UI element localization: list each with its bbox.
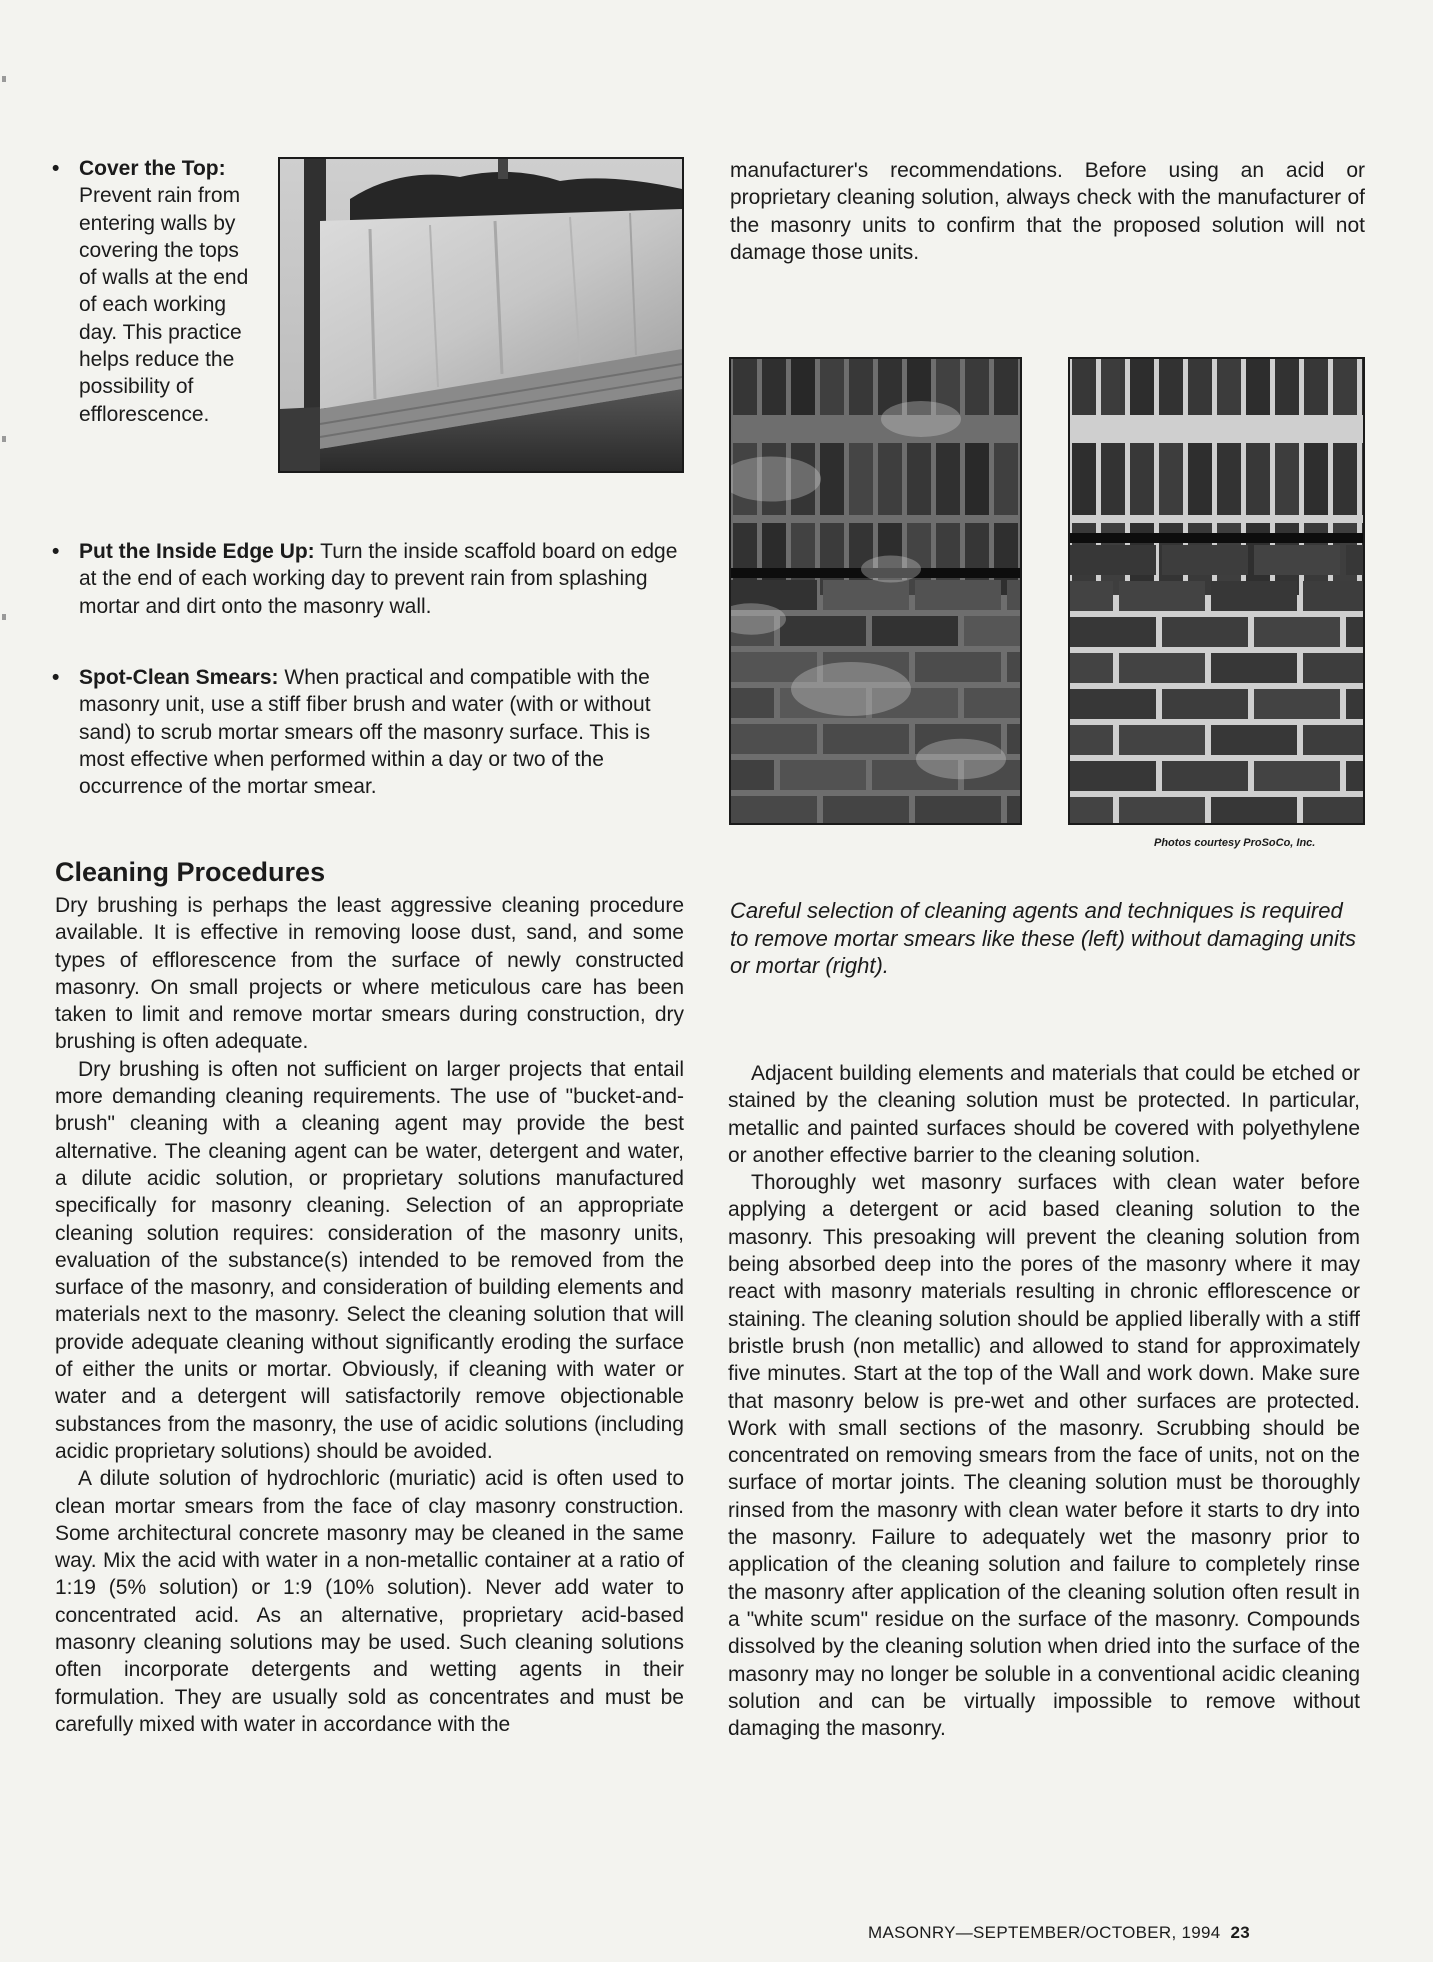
publication-line: MASONRY—SEPTEMBER/OCTOBER, 1994 <box>868 1923 1221 1942</box>
page-footer <box>868 1923 1250 1943</box>
page-number: 23 <box>1230 1923 1251 1942</box>
photo-caption: Careful selection of cleaning agents and techniques is required to remove mortar smears like these (left) without damaging units or mortar (right). <box>730 898 1357 978</box>
photo-covered-wall <box>278 157 684 473</box>
section-heading: Cleaning Procedures <box>55 857 326 887</box>
bullet-text: When practical and compatible with the masonry unit, use a stiff fiber brush and water (with or without sand) to scrub mortar smears off the masonry surface. This is most effective when performed within a day or two of the occurrence of the mortar smear. <box>79 666 651 799</box>
bullet-label: Spot-Clean Smears: <box>79 666 279 689</box>
right-body <box>728 1060 1360 1742</box>
bullet-dot-icon: • <box>52 540 60 563</box>
bullet-cover-the-top <box>50 155 260 428</box>
cleaning-body <box>55 892 684 1738</box>
scan-mark <box>2 614 6 620</box>
paragraph: Adjacent building elements and materials that could be etched or stained by the cleaning solution must be protected. In particular, metallic and painted surfaces should be covered with polyethylene or another effective barrier to the cleaning solution. <box>728 1062 1360 1167</box>
scan-mark <box>2 436 6 442</box>
right-top-paragraph: manufacturer's recommendations. Before using an acid or proprietary cleaning solution, always check with the manufacturer of the masonry units to confirm that the proposed solution will not damage those units. <box>730 159 1365 264</box>
bullet-label: Put the Inside Edge Up: <box>79 540 315 563</box>
photo-clean-brick <box>1068 357 1365 825</box>
paragraph: A dilute solution of hydrochloric (muriatic) acid is often used to clean mortar smears from the face of clay masonry construction. Some architectural concrete masonry may be cleaned in the same way. Mix the acid with water in a non-metallic container at a ratio of 1:19 (5% solution) or 1:9 (10% solution). Never add water to concentrated acid. As an alternative, proprietary acid-based masonry cleaning solutions may be used. Such cleaning solutions often incorporate detergents and wetting agents in their formulation. They are usually sold as concentrates and must be carefully mixed with water in accordance with the <box>55 1467 684 1736</box>
paragraph: Dry brushing is often not sufficient on larger projects that entail more demanding cleaning requirements. The use of "bucket-and-brush" cleaning with a cleaning agent may provide the best alternative. The cleaning agent can be water, detergent and water, a dilute acidic solution, or proprietary solutions manufactured specifically for masonry cleaning. Selection of an appropriate cleaning solution requires: consideration of the masonry units, evaluation of the substance(s) intended to be removed from the surface of the masonry, and consideration of building elements and materials next to the masonry. Select the cleaning solution that will provide adequate cleaning without significantly eroding the surface of either the units or mortar. Obviously, if cleaning with water or water and a detergent will satisfactorily remove objectionable substances from the masonry, the use of acidic solutions (including acidic proprietary solutions) should be avoided. <box>55 1057 684 1463</box>
bullet-dot-icon: • <box>52 157 60 180</box>
bullet-inside-edge <box>50 538 690 620</box>
bullet-spot-clean <box>50 664 690 800</box>
photo-credit: Photos courtesy ProSoCo, Inc. <box>1154 837 1316 849</box>
paragraph: Thoroughly wet masonry surfaces with clean water before applying a detergent or acid based cleaning solution to the masonry. This presoaking will prevent the cleaning solution from being absorbed deep into the pores of the masonry where it may react with masonry materials resulting in chronic efflorescence or staining. The cleaning solution should be applied liberally with a stiff bristle brush (non metallic) and allowed to stand for approximately five minutes. Start at the top of the Wall and work down. Make sure that masonry below is pre-wet and other surfaces are protected. Work with small sections of the masonry. Scrubbing should be concentrated on removing smears from the face of units, not on the surface of mortar joints. The cleaning solution must be thoroughly rinsed from the masonry with clean water before it starts to dry into the masonry. Failure to adequately wet the masonry prior to application of the cleaning solution and failure to completely rinse the masonry after application of the cleaning solution often result in a "white scum" residue on the surface of the masonry. Compounds dissolved by the cleaning solution when dried into the surface of the masonry may no longer be soluble in a conventional acidic cleaning solution and can be virtually impossible to remove without damaging the masonry. <box>728 1171 1360 1741</box>
bullet-dot-icon: • <box>52 666 60 689</box>
bullet-label: Cover the Top: <box>79 157 226 180</box>
paragraph: Dry brushing is perhaps the least aggressive cleaning procedure available. It is effective in removing loose dust, sand, and some types of efflorescence from the surface of newly constructed masonry. On small projects or where meticulous care has been taken to limit and remove mortar smears during construction, dry brushing is often adequate. <box>55 894 684 1054</box>
bullet-text: Prevent rain from entering walls by covering the tops of walls at the end of each working day. This practice helps reduce the possibility of efflorescence. <box>79 184 249 426</box>
scan-mark <box>2 76 6 82</box>
bullet-text: Turn the inside scaffold board on edge at the end of each working day to prevent rain from splashing mortar and dirt onto the masonry wall. <box>79 540 678 618</box>
photo-smeared-brick <box>729 357 1022 825</box>
